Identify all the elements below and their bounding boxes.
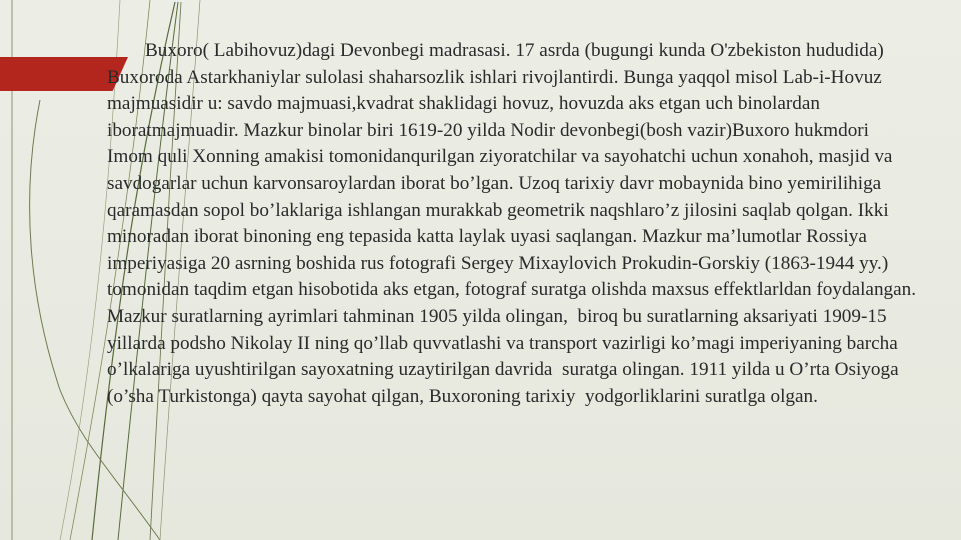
body-paragraph: Buxoro( Labihovuz)dagi Devonbegi madrasasi. 17 asrda (bugungi kunda O'zbekiston hududida) Buxoroda Astarkhaniylar sulolasi shaharsozlik ishlari rivojlantirdi. Bunga yaqqol misol Lab-i-Hovuz majmuasidir u: savdo majmuasi,kvadrat shaklidagi hovuz, hovuzda aks etgan uch binolardan iboratmajmuadir. Mazkur binolar biri 1619-20 yilda Nodir devonbegi(bosh vazir)Buxoro hukmdori Imom quli Xonning amakisi tomonidanqurilgan ziyoratchilar va sayohatchi uchun xonahoh, masjid va savdogarlar uchun karvonsaroylardan iborat bo’lgan. Uzoq tarixiy davr mobaynida bino yemirilihiga qaramasdan sopol bo’laklariga ishlangan murakkab geometrik naqshlaro’z jilosini saqlab qolgan. Ikki minoradan iborat binoning eng tepasida katta laylak uyasi saqlangan. Mazkur ma’lumotlar Rossiya imperiyasiga 20 asrning boshida rus fotografi Sergey Mixaylovich Prokudin-Gorskiy (1863-1944 yy.) tomonidan taqdim etgan hisobotida aks etgan, fotograf suratga olishda maxsus effektlarldan foydalangan. Mazkur suratlarning ayrimlari tahminan 1905 yilda olingan, biroq bu suratlarning aksariyati 1909-15 yillarda podsho Nikolay II ning qo’llab quvvatlashi va transport vazirligi ko’magi imperiyaning barcha o’lkalariga uyushtirilgan sayoxatning uzaytirilgan davrida suratga olingan. 1911 yilda u O’rta Osiyoga (o’sha Turkistonga) qayta sayohat qilgan, Buxoroning tarixiy yodgorliklarini suratlga olgan. [107,40,921,407]
